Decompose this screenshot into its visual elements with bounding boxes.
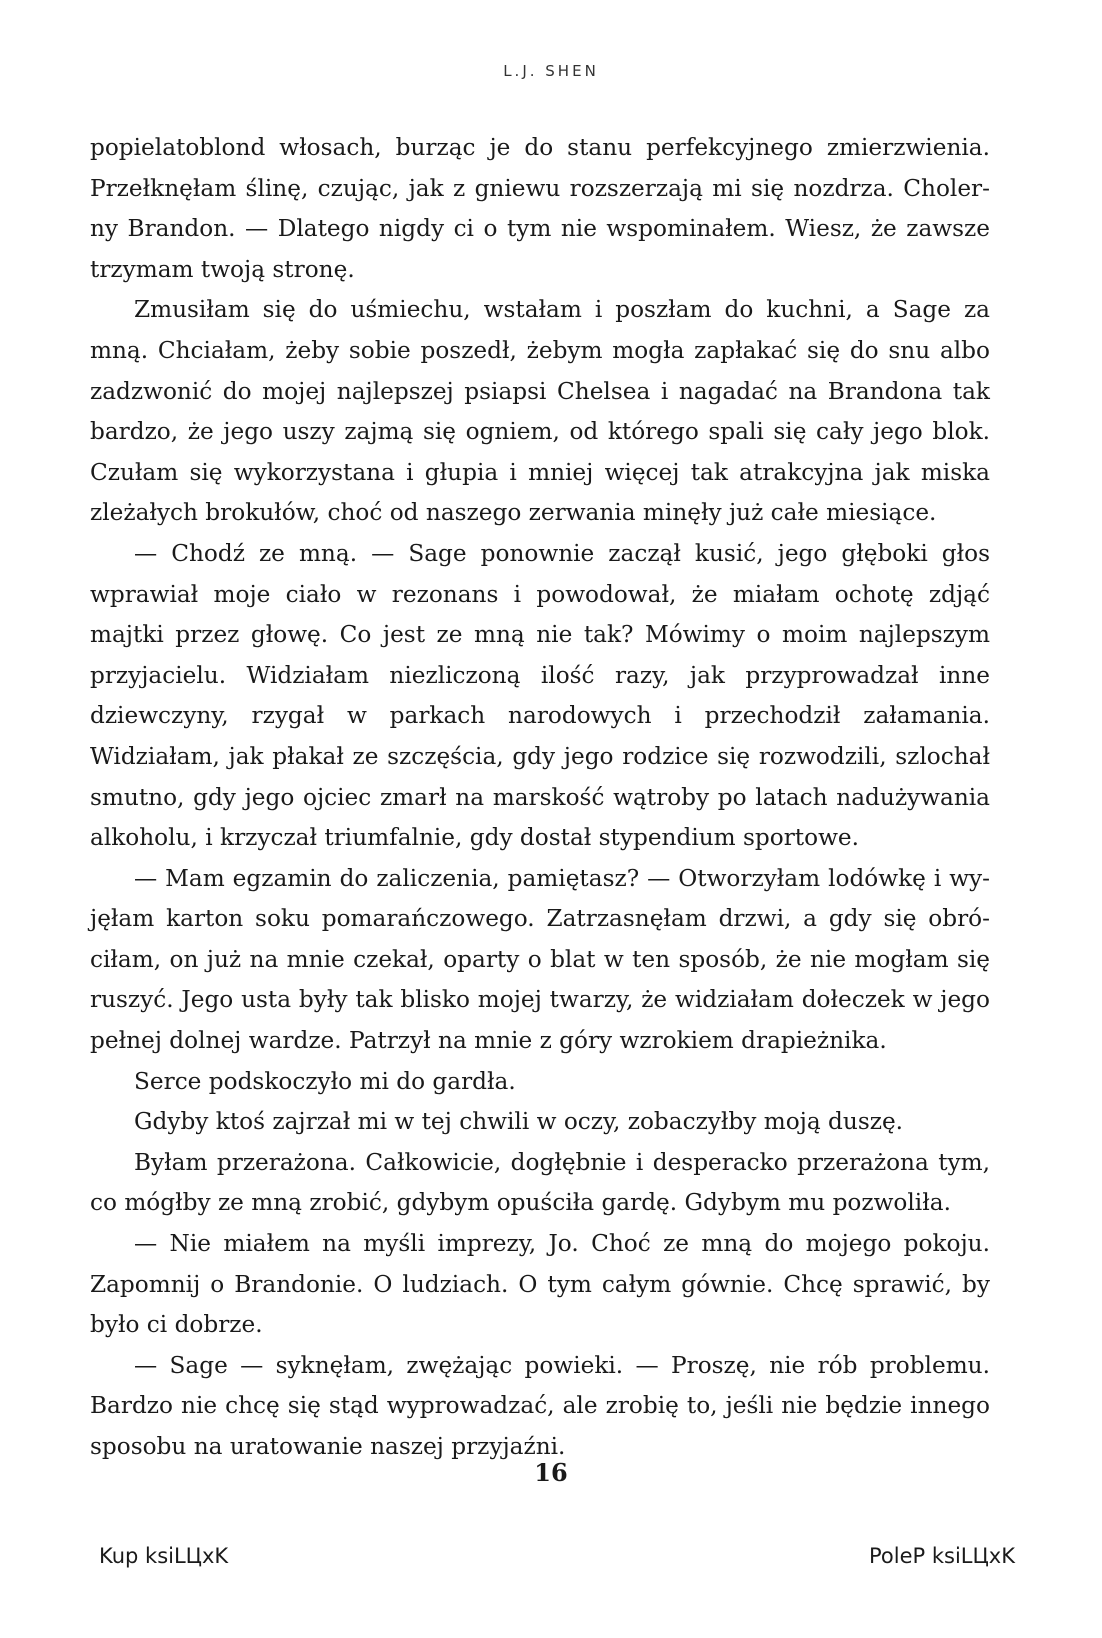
paragraph: popielatoblond włosach, burząc je do stanu perfekcyjnego zmierzwienia. Przełknęłam ślinę, czując, jak z gniewu rozszerzają mi się nozdrza. Cholerny Brandon. — Dlatego nigdy ci o tym nie wspominałem. Wiesz, że zawsze trzymam twoją stronę. [90,134,990,283]
paragraph: Zmusiłam się do uśmiechu, wstałam i poszłam do kuchni, a Sage za mną. Chciałam, żeby sobie poszedł, żebym mogła zapłakać się do snu albo zadzwonić do mojej najlepszej psiapsi Chelsea i nagadać na Brandona tak bardzo, że jego uszy zajmą się ogniem, od którego spali się cały jego blok. Czułam się wykorzystana i głupia i mniej więcej tak atrakcyjna jak miska zleżałych brokułów, choć od naszego zerwania minęły już całe miesiące. [90,296,990,527]
paragraph: — Mam egzamin do zaliczenia, pamiętasz? — Otworzyłam lodówkę i wyjęłam karton soku pomarańczowego. Zatrzasnęłam drzwi, a gdy się obróciłam, on już na mnie czekał, oparty o blat w ten sposób, że nie mogłam się ruszyć. Jego usta były tak blisko mojej twarzy, że widziałam dołeczek w jego pełnej dolnej wardze. Patrzył na mnie z góry wzrokiem drapieżnika. [90,864,990,1055]
paragraph: — Chodź ze mną. — Sage ponownie zaczął kusić, jego głęboki głos wprawiał moje ciało w rezonans i powodował, że miałam ochotę zdjąć majtki przez głowę. Co jest ze mną nie tak? Mówimy o moim najlepszym przyjacielu. Widziałam niezliczoną ilość razy, jak przyprowadzał inne dziewczyny, rzygał w parkach narodowych i przechodził załamania. Widziałam, jak płakał ze szczęścia, gdy jego rodzice się rozwodzili, szlochał smutno, gdy jego ojciec zmarł na marskość wątroby po latach nadużywania alkoholu, i krzyczał triumfalnie, gdy dostał stypendium sportowe. [90,539,990,852]
book-text [90,128,990,1468]
paragraph: Gdyby ktoś zajrzał mi w tej chwili w oczy, zobaczyłby moją duszę. [134,1108,904,1136]
running-head-author: L.J. SHEN [503,62,599,80]
paragraph: Serce podskoczyło mi do gardła. [134,1067,516,1095]
paragraph: — Nie miałem na myśli imprezy, Jo. Choć ze mną do mojego pokoju. Zapomnij o Brandonie. O ludziach. O tym całym gównie. Chcę sprawić, by było ci dobrze. [90,1230,990,1339]
page-number: 16 [534,1458,568,1487]
paragraph: Byłam przerażona. Całkowicie, dogłębnie i desperacko przerażona tym, co mógłby ze mną zrobić, gdybym opuściła gardę. Gdybym mu pozwoliła. [90,1148,990,1217]
paragraph: — Sage — syknęłam, zwężając powieki. — Proszę, nie rób problemu. Bardzo nie chcę się stąd wyprowadzać, ale zrobię to, jeśli nie będzie innego sposobu na uratowanie naszej przyjaźni. [90,1351,990,1460]
buy-book-link[interactable]: Kup ksiLЦxK [99,1544,229,1568]
recommend-book-link[interactable]: PoleP ksiLЦxK [869,1544,1015,1568]
